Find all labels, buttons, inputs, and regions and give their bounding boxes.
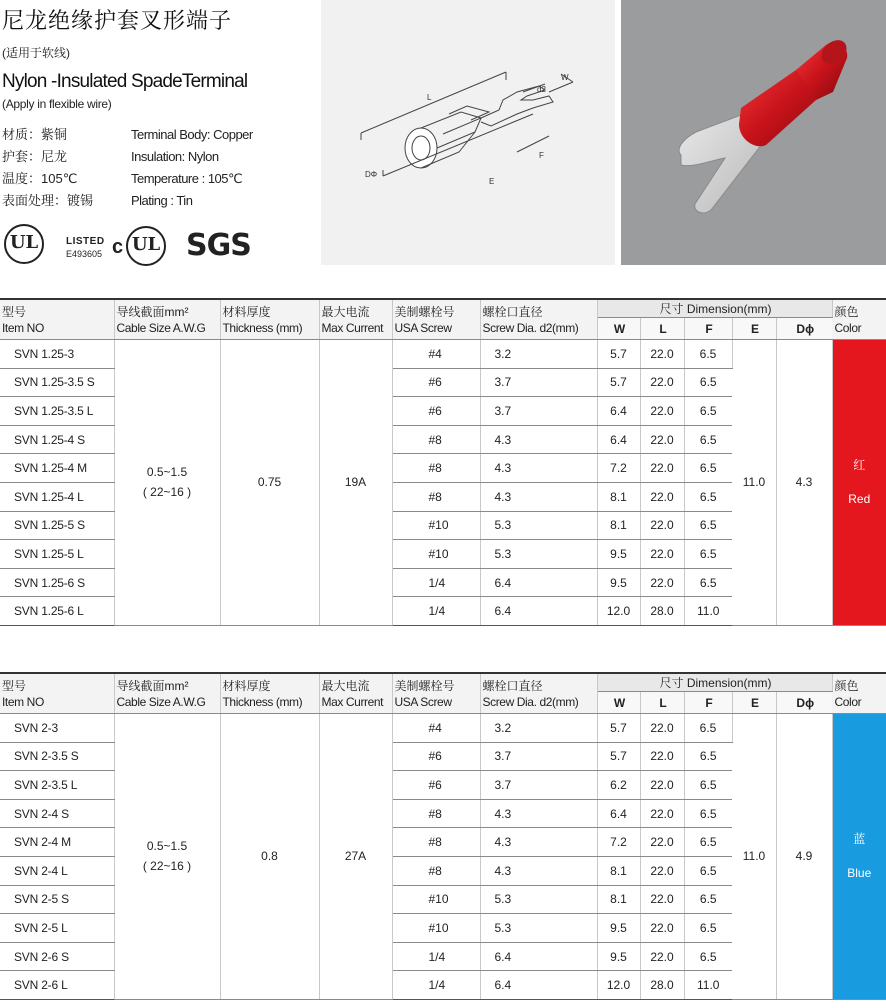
col-l: L bbox=[640, 692, 684, 714]
cell-f: 6.5 bbox=[684, 511, 732, 540]
cell-l: 22.0 bbox=[640, 540, 684, 569]
cable-mm2: 0.5~1.5 bbox=[146, 839, 188, 854]
cell-usa-screw: #10 bbox=[392, 511, 480, 540]
cell-thickness: 0.75 bbox=[220, 340, 319, 626]
cell-thickness: 0.8 bbox=[220, 714, 319, 1000]
cell-screw-dia: 3.7 bbox=[480, 771, 597, 800]
ul-listed-number: E493605 bbox=[66, 249, 103, 259]
cell-w: 8.1 bbox=[597, 482, 640, 511]
cell-w: 8.1 bbox=[597, 856, 640, 885]
table-row bbox=[0, 340, 886, 369]
cell-max-current: 27A bbox=[319, 714, 392, 1000]
certification-logos bbox=[2, 222, 322, 268]
cell-l: 22.0 bbox=[640, 799, 684, 828]
title-cn: 尼龙绝缘护套叉形端子 bbox=[2, 9, 233, 34]
cell-screw-dia: 4.3 bbox=[480, 799, 597, 828]
cell-cable-size bbox=[114, 714, 220, 1000]
cell-f: 6.5 bbox=[684, 856, 732, 885]
cell-w: 6.2 bbox=[597, 771, 640, 800]
cell-screw-dia: 6.4 bbox=[480, 568, 597, 597]
col-current: 最大电流 Max Current bbox=[319, 673, 392, 714]
cell-w: 8.1 bbox=[597, 511, 640, 540]
cell-item: SVN 1.25-6 L bbox=[0, 597, 114, 626]
cell-usa-screw: #6 bbox=[392, 368, 480, 397]
cable-awg: ( 22~16 ) bbox=[142, 485, 192, 500]
col-d: Dϕ bbox=[776, 692, 832, 714]
cell-item: SVN 1.25-6 S bbox=[0, 568, 114, 597]
product-header bbox=[0, 0, 320, 270]
ul-listed-label: LISTED bbox=[66, 236, 105, 247]
cell-item: SVN 2-4 S bbox=[0, 799, 114, 828]
cell-item: SVN 2-6 L bbox=[0, 971, 114, 1000]
spec-material-en: Terminal Body: Copper bbox=[131, 127, 253, 142]
cell-screw-dia: 6.4 bbox=[480, 597, 597, 626]
cell-screw-dia: 5.3 bbox=[480, 540, 597, 569]
spec-plating-cn: 表面处理：镀锡 bbox=[2, 193, 94, 208]
cell-w: 12.0 bbox=[597, 597, 640, 626]
cul-logo: UL bbox=[126, 226, 166, 266]
col-f: F bbox=[684, 318, 732, 340]
cell-d: 4.3 bbox=[776, 340, 832, 626]
cell-item: SVN 1.25-3.5 L bbox=[0, 397, 114, 426]
cell-f: 6.5 bbox=[684, 340, 732, 369]
col-d: Dϕ bbox=[776, 318, 832, 340]
cable-awg: ( 22~16 ) bbox=[142, 859, 192, 874]
cell-w: 8.1 bbox=[597, 885, 640, 914]
cell-cable-size bbox=[114, 340, 220, 626]
col-current: 最大电流 Max Current bbox=[319, 299, 392, 340]
cell-l: 22.0 bbox=[640, 771, 684, 800]
cell-usa-screw: #4 bbox=[392, 714, 480, 743]
cell-usa-screw: #10 bbox=[392, 885, 480, 914]
col-item: 型号 Item NO bbox=[0, 673, 114, 714]
cell-screw-dia: 4.3 bbox=[480, 856, 597, 885]
spec-insulation-en: Insulation: Nylon bbox=[131, 149, 219, 164]
cell-f: 6.5 bbox=[684, 828, 732, 857]
cell-l: 22.0 bbox=[640, 828, 684, 857]
cell-item: SVN 1.25-3 bbox=[0, 340, 114, 369]
spec-list-en bbox=[131, 124, 253, 212]
subtitle-cn: (适用于软线) bbox=[2, 46, 70, 60]
cell-l: 22.0 bbox=[640, 942, 684, 971]
cell-l: 22.0 bbox=[640, 856, 684, 885]
cell-f: 6.5 bbox=[684, 425, 732, 454]
cell-f: 6.5 bbox=[684, 397, 732, 426]
cell-w: 6.4 bbox=[597, 425, 640, 454]
cell-usa-screw: #8 bbox=[392, 482, 480, 511]
spade-terminal-photo bbox=[621, 0, 886, 265]
cell-w: 12.0 bbox=[597, 971, 640, 1000]
cell-w: 5.7 bbox=[597, 742, 640, 771]
cell-item: SVN 1.25-4 S bbox=[0, 425, 114, 454]
label-f: F bbox=[539, 151, 544, 160]
cell-screw-dia: 4.3 bbox=[480, 828, 597, 857]
cell-w: 5.7 bbox=[597, 714, 640, 743]
cell-w: 9.5 bbox=[597, 568, 640, 597]
cell-usa-screw: #10 bbox=[392, 540, 480, 569]
spade-terminal-drawing bbox=[321, 0, 615, 265]
cell-usa-screw: 1/4 bbox=[392, 971, 480, 1000]
cell-usa-screw: #6 bbox=[392, 742, 480, 771]
cell-f: 6.5 bbox=[684, 540, 732, 569]
label-dphi: DΦ bbox=[365, 170, 378, 179]
cell-item: SVN 1.25-4 L bbox=[0, 482, 114, 511]
cell-f: 11.0 bbox=[684, 971, 732, 1000]
cell-l: 22.0 bbox=[640, 454, 684, 483]
cell-w: 9.5 bbox=[597, 540, 640, 569]
ul-logo: UL bbox=[4, 224, 44, 264]
cell-w: 7.2 bbox=[597, 454, 640, 483]
cell-l: 22.0 bbox=[640, 397, 684, 426]
spec-table-red bbox=[0, 298, 886, 626]
cell-screw-dia: 6.4 bbox=[480, 942, 597, 971]
cell-screw-dia: 4.3 bbox=[480, 425, 597, 454]
col-screw: 美制螺栓号 USA Screw bbox=[392, 673, 480, 714]
cell-screw-dia: 5.3 bbox=[480, 885, 597, 914]
cell-item: SVN 1.25-4 M bbox=[0, 454, 114, 483]
cell-usa-screw: 1/4 bbox=[392, 597, 480, 626]
cell-screw-dia: 5.3 bbox=[480, 914, 597, 943]
col-w: W bbox=[597, 318, 640, 340]
cell-l: 22.0 bbox=[640, 742, 684, 771]
col-e: E bbox=[732, 318, 776, 340]
product-photo bbox=[621, 0, 886, 265]
spec-list-cn bbox=[2, 124, 93, 212]
col-thickness: 材料厚度 Thickness (mm) bbox=[220, 673, 319, 714]
cell-item: SVN 2-3.5 L bbox=[0, 771, 114, 800]
cell-l: 22.0 bbox=[640, 425, 684, 454]
col-l: L bbox=[640, 318, 684, 340]
cell-l: 22.0 bbox=[640, 714, 684, 743]
cell-f: 6.5 bbox=[684, 714, 732, 743]
cell-usa-screw: #6 bbox=[392, 397, 480, 426]
cell-usa-screw: #8 bbox=[392, 856, 480, 885]
cell-l: 22.0 bbox=[640, 340, 684, 369]
cell-usa-screw: #10 bbox=[392, 914, 480, 943]
spec-temperature-cn: 温度：105℃ bbox=[2, 171, 78, 186]
cell-item: SVN 2-3.5 S bbox=[0, 742, 114, 771]
cell-f: 6.5 bbox=[684, 368, 732, 397]
cell-usa-screw: 1/4 bbox=[392, 942, 480, 971]
cell-l: 22.0 bbox=[640, 482, 684, 511]
col-screw-dia: 螺栓口直径 Screw Dia. d2(mm) bbox=[480, 673, 597, 714]
spec-temperature-en: Temperature : 105℃ bbox=[131, 171, 243, 186]
table-row bbox=[0, 714, 886, 743]
col-f: F bbox=[684, 692, 732, 714]
cell-screw-dia: 3.7 bbox=[480, 397, 597, 426]
sgs-logo: SGS bbox=[186, 228, 251, 263]
cell-usa-screw: #8 bbox=[392, 454, 480, 483]
color-cn: 蓝 bbox=[853, 832, 866, 847]
cell-f: 11.0 bbox=[684, 597, 732, 626]
cell-f: 6.5 bbox=[684, 771, 732, 800]
cell-f: 6.5 bbox=[684, 482, 732, 511]
cell-f: 6.5 bbox=[684, 885, 732, 914]
spec-material-cn: 材质：紫铜 bbox=[2, 127, 68, 142]
cell-item: SVN 1.25-5 S bbox=[0, 511, 114, 540]
cell-item: SVN 2-5 S bbox=[0, 885, 114, 914]
col-dimension-title: 尺寸 Dimension(mm) bbox=[597, 299, 832, 318]
label-l: L bbox=[427, 93, 432, 102]
cell-f: 6.5 bbox=[684, 454, 732, 483]
label-w: W bbox=[561, 73, 569, 82]
cell-item: SVN 2-5 L bbox=[0, 914, 114, 943]
cell-l: 22.0 bbox=[640, 511, 684, 540]
cell-item: SVN 2-6 S bbox=[0, 942, 114, 971]
cell-usa-screw: #8 bbox=[392, 425, 480, 454]
cell-l: 28.0 bbox=[640, 971, 684, 1000]
cell-item: SVN 2-4 M bbox=[0, 828, 114, 857]
cell-item: SVN 1.25-3.5 S bbox=[0, 368, 114, 397]
subtitle-en: (Apply in flexible wire) bbox=[2, 97, 112, 111]
col-dimension-title: 尺寸 Dimension(mm) bbox=[597, 673, 832, 692]
col-screw-dia: 螺栓口直径 Screw Dia. d2(mm) bbox=[480, 299, 597, 340]
cell-l: 28.0 bbox=[640, 597, 684, 626]
cell-w: 5.7 bbox=[597, 368, 640, 397]
cell-w: 7.2 bbox=[597, 828, 640, 857]
col-color: 颜色 Color bbox=[832, 299, 886, 340]
cell-f: 6.5 bbox=[684, 914, 732, 943]
cell-screw-dia: 5.3 bbox=[480, 511, 597, 540]
cell-max-current: 19A bbox=[319, 340, 392, 626]
cell-usa-screw: #4 bbox=[392, 340, 480, 369]
cell-l: 22.0 bbox=[640, 885, 684, 914]
cell-color bbox=[832, 714, 886, 1000]
cell-f: 6.5 bbox=[684, 568, 732, 597]
cell-w: 9.5 bbox=[597, 914, 640, 943]
cell-color bbox=[832, 340, 886, 626]
cell-screw-dia: 3.7 bbox=[480, 742, 597, 771]
cell-l: 22.0 bbox=[640, 914, 684, 943]
cell-w: 9.5 bbox=[597, 942, 640, 971]
cell-item: SVN 1.25-5 L bbox=[0, 540, 114, 569]
cell-f: 6.5 bbox=[684, 799, 732, 828]
col-w: W bbox=[597, 692, 640, 714]
cell-l: 22.0 bbox=[640, 368, 684, 397]
cul-c-mark: c bbox=[112, 236, 124, 258]
cell-item: SVN 2-3 bbox=[0, 714, 114, 743]
label-e: E bbox=[489, 177, 495, 186]
cell-usa-screw: 1/4 bbox=[392, 568, 480, 597]
cell-e: 11.0 bbox=[732, 714, 776, 1000]
col-cable: 导线截面mm² Cable Size A.W.G bbox=[114, 299, 220, 340]
col-color: 颜色 Color bbox=[832, 673, 886, 714]
color-en: Red bbox=[848, 492, 871, 507]
cell-f: 6.5 bbox=[684, 742, 732, 771]
col-thickness: 材料厚度 Thickness (mm) bbox=[220, 299, 319, 340]
col-screw: 美制螺栓号 USA Screw bbox=[392, 299, 480, 340]
col-item: 型号 Item NO bbox=[0, 299, 114, 340]
title-en: Nylon -Insulated SpadeTerminal bbox=[2, 71, 248, 92]
cell-usa-screw: #8 bbox=[392, 828, 480, 857]
spec-insulation-cn: 护套：尼龙 bbox=[2, 149, 68, 164]
technical-drawing bbox=[321, 0, 615, 265]
col-cable: 导线截面mm² Cable Size A.W.G bbox=[114, 673, 220, 714]
cell-d: 4.9 bbox=[776, 714, 832, 1000]
cell-screw-dia: 3.2 bbox=[480, 714, 597, 743]
col-e: E bbox=[732, 692, 776, 714]
cell-screw-dia: 3.7 bbox=[480, 368, 597, 397]
cell-usa-screw: #6 bbox=[392, 771, 480, 800]
cable-mm2: 0.5~1.5 bbox=[146, 465, 188, 480]
cell-w: 6.4 bbox=[597, 397, 640, 426]
cell-usa-screw: #8 bbox=[392, 799, 480, 828]
cell-w: 6.4 bbox=[597, 799, 640, 828]
spec-table-blue bbox=[0, 672, 886, 1000]
cell-screw-dia: 6.4 bbox=[480, 971, 597, 1000]
cell-f: 6.5 bbox=[684, 942, 732, 971]
cell-screw-dia: 3.2 bbox=[480, 340, 597, 369]
cell-item: SVN 2-4 L bbox=[0, 856, 114, 885]
cell-w: 5.7 bbox=[597, 340, 640, 369]
cell-screw-dia: 4.3 bbox=[480, 482, 597, 511]
cell-e: 11.0 bbox=[732, 340, 776, 626]
cell-l: 22.0 bbox=[640, 568, 684, 597]
label-d2: d2 bbox=[537, 85, 546, 94]
spec-plating-en: Plating : Tin bbox=[131, 193, 193, 208]
color-cn: 红 bbox=[853, 458, 866, 473]
cell-screw-dia: 4.3 bbox=[480, 454, 597, 483]
color-en: Blue bbox=[847, 866, 872, 881]
